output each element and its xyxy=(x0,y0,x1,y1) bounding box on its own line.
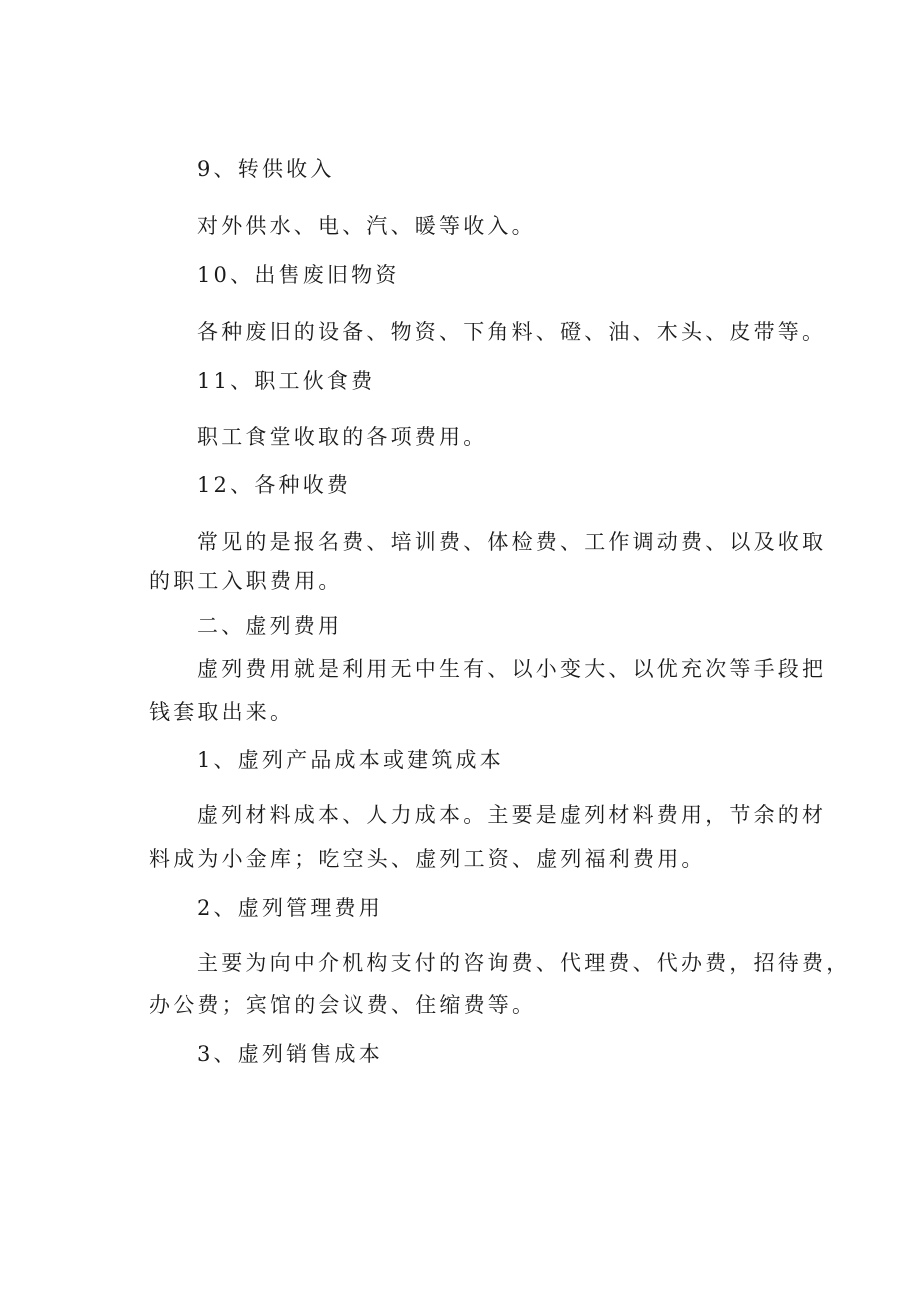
heading-scrap-sales: 10、出售废旧物资 xyxy=(197,263,400,287)
paragraph-admin-expenses-line1: 主要为向中介机构支付的咨询费、代理费、代办费，招待费， xyxy=(197,951,851,975)
paragraph-product-cost-line1: 虚列材料成本、人力成本。主要是虚列材料费用，节余的材 xyxy=(197,803,827,827)
heading-fictitious-sales-cost: 3、虚列销售成本 xyxy=(197,1042,383,1066)
heading-various-fees: 12、各种收费 xyxy=(197,473,352,497)
heading-staff-meal-fee: 11、职工伙食费 xyxy=(197,369,376,393)
paragraph-fictitious-expenses-line2: 钱套取出来。 xyxy=(149,700,295,724)
paragraph-various-fees-line2: 的职工入职费用。 xyxy=(149,569,343,593)
paragraph-transfer-supply-desc: 对外供水、电、汽、暖等收入。 xyxy=(197,214,536,238)
section-heading-fictitious-expenses: 二、虚列费用 xyxy=(197,614,343,638)
paragraph-admin-expenses-line2: 办公费；宾馆的会议费、住缩费等。 xyxy=(149,993,537,1017)
heading-fictitious-product-cost: 1、虚列产品成本或建筑成本 xyxy=(197,748,504,772)
paragraph-fictitious-expenses-line1: 虚列费用就是利用无中生有、以小变大、以优充次等手段把 xyxy=(197,657,827,681)
paragraph-product-cost-line2: 料成为小金库；吃空头、虚列工资、虚列福利费用。 xyxy=(149,847,706,871)
heading-fictitious-admin-expenses: 2、虚列管理费用 xyxy=(197,896,383,920)
heading-transfer-supply-income: 9、转供收入 xyxy=(197,157,335,181)
paragraph-various-fees-line1: 常见的是报名费、培训费、体检费、工作调动费、以及收取 xyxy=(197,530,827,554)
paragraph-staff-meal-desc: 职工食堂收取的各项费用。 xyxy=(197,425,488,449)
paragraph-scrap-sales-desc: 各种废旧的设备、物资、下角料、磴、油、木头、皮带等。 xyxy=(197,320,827,344)
